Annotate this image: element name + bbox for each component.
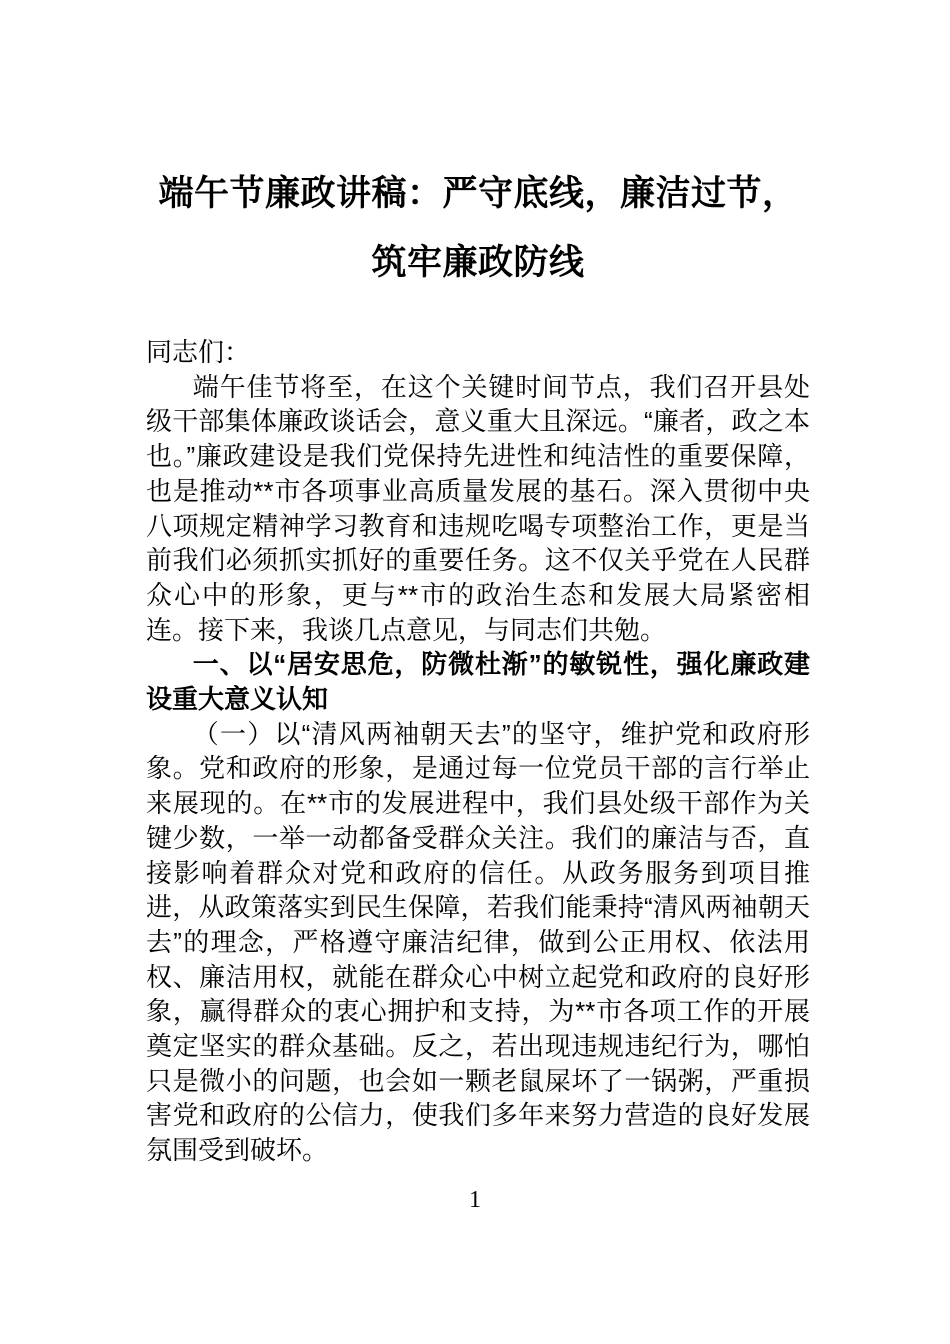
page-number: 1 — [469, 1187, 481, 1213]
title-line-2: 筑牢廉政防线 — [371, 243, 585, 282]
salutation-line: 同志们： — [146, 337, 251, 367]
section-heading-1: 一、以“居安思危，防微杜渐”的敏锐性，强化廉政建设重大意义认知 — [146, 649, 810, 715]
document-body — [146, 335, 810, 1168]
section-1-1-paragraph: （一）以“清风两袖朝天去”的坚守，维护党和政府形象。党和政府的形象，是通过每一位党员干部的言行举止来展现的。在**市的发展进程中，我们县处级干部作为关键少数，一举一动都备受群众关注。我们的廉洁与否，直接影响着群众对党和政府的信任。从政务服务到项目推进，从政策落实到民生保障，若我们能秉持“清风两袖朝天去”的理念，严格遵守廉洁纪律，做到公正用权、依法用权、廉洁用权，就能在群众心中树立起党和政府的良好形象，赢得群众的衷心拥护和支持，为**市各项工作的开展奠定坚实的群众基础。反之，若出现违规违纪行为，哪怕只是微小的问题，也会如一颗老鼠屎坏了一锅粥，严重损害党和政府的公信力，使我们多年来努力营造的良好发展氛围受到破坏。 — [146, 718, 810, 1166]
document-title — [146, 159, 810, 297]
intro-paragraph: 端午佳节将至，在这个关键时间节点，我们召开县处级干部集体廉政谈话会，意义重大且深远。“廉者，政之本也。”廉政建设是我们党保持先进性和纯洁性的重要保障，也是推动**市各项事业高质量发展的基石。深入贯彻中央八项规定精神学习教育和违规吃喝专项整治工作，更是当前我们必须抓实抓好的重要任务。这不仅关乎党在人民群众心中的形象，更与**市的政治生态和发展大局紧密相连。接下来，我谈几点意见，与同志们共勉。 — [146, 371, 810, 645]
title-line-1: 端午节廉政讲稿：严守底线，廉洁过节， — [158, 174, 798, 213]
